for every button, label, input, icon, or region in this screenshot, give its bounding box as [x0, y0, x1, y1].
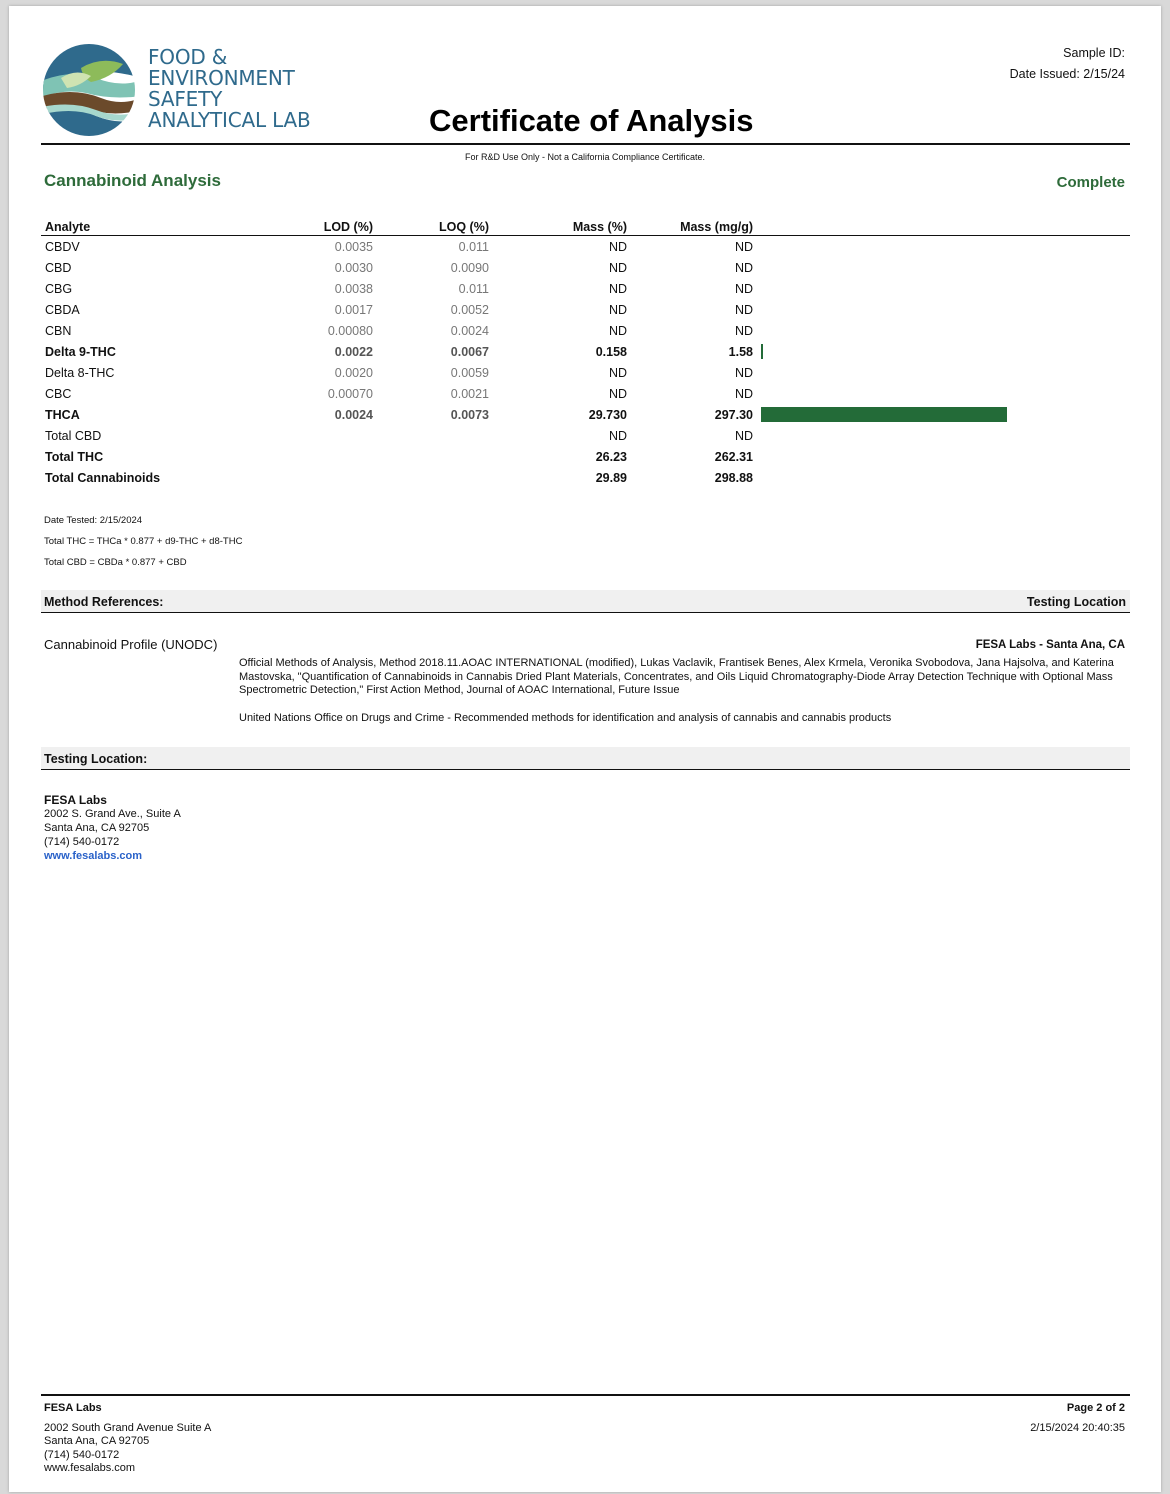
lod-cell: [249, 446, 377, 467]
footer-city: Santa Ana, CA 92705: [44, 1435, 150, 1447]
analyte-cell: Delta 9-THC: [45, 344, 116, 359]
mass-percent-cell: ND: [608, 260, 627, 275]
table-row: [41, 467, 1130, 488]
mass-percent-cell: 29.730: [588, 407, 627, 422]
testing-location-heading: Testing Location:: [44, 752, 148, 766]
mass-percent-cell: ND: [608, 281, 627, 296]
mass-bar-cell: [757, 278, 1130, 299]
logo-line: ENVIRONMENT: [148, 66, 295, 90]
footer-address: [44, 1402, 211, 1476]
loq-cell: 0.0059: [450, 365, 489, 380]
loq-cell: 0.0024: [450, 323, 489, 338]
mass-mg-cell: ND: [734, 323, 753, 338]
header-divider: [41, 143, 1130, 145]
mass-bar-cell: [757, 320, 1130, 341]
mass-percent-cell: ND: [608, 386, 627, 401]
lod-cell: 0.0038: [334, 281, 373, 296]
method-location: FESA Labs - Santa Ana, CA: [975, 639, 1125, 651]
mass-bar-cell: [757, 467, 1130, 488]
loq-cell: [377, 446, 493, 467]
phone: (714) 540-0172: [44, 836, 120, 848]
method-reference-aoac: Official Methods of Analysis, Method 2018.11.AOAC INTERNATIONAL (modified), Lukas Vaclavik, Frantisek Benes, Alex Krmela, Veronika Svobodova, Jana Hajsolva, and Katerina Mastovska, "Quantification of Cannabinoids in Cannabis Dried Plant Materials, Concentrates, and Oils Liquid Chromatography-Diode Array Detection Technique with Optional Mass Spectrometric Detection," First Action Method, Journal of AOAC International, Future Issue: [239, 657, 1114, 696]
footer-meta: [1030, 1402, 1125, 1435]
method-reference-unodc: United Nations Office on Drugs and Crime - Recommended methods for identification and analysis of cannabis and cannabis products: [239, 712, 892, 724]
street: 2002 S. Grand Ave., Suite A: [44, 808, 181, 820]
mass-bar-cell: [757, 299, 1130, 320]
footer-lab-name: FESA Labs: [44, 1402, 102, 1414]
mass-bar-cell: [757, 362, 1130, 383]
mass-mg-cell: 297.30: [714, 407, 753, 422]
lod-cell: [249, 467, 377, 488]
mass-bar: [761, 407, 1007, 422]
column-header: Mass (mg/g): [631, 216, 757, 236]
date-tested-note: Date Tested: 2/15/2024: [44, 515, 143, 526]
lod-cell: 0.0017: [334, 302, 373, 317]
lod-cell: 0.0020: [334, 365, 373, 380]
mass-bar-cell: [757, 257, 1130, 278]
sample-id-label: Sample ID:: [1063, 46, 1125, 60]
table-row: [41, 320, 1130, 341]
table-row: [41, 278, 1130, 299]
analyte-cell: CBC: [45, 386, 72, 401]
table-row: [41, 362, 1130, 383]
loq-cell: 0.0052: [450, 302, 489, 317]
testing-location-label: Testing Location: [1026, 595, 1126, 609]
date-issued: Date Issued: 2/15/24: [1009, 67, 1125, 81]
analyte-cell: CBDA: [45, 302, 80, 317]
mass-bar-cell: [757, 341, 1130, 362]
mass-bar-cell: [757, 425, 1130, 446]
loq-cell: [377, 467, 493, 488]
table-row: [41, 299, 1130, 320]
analyte-cell: CBD: [45, 260, 72, 275]
column-header: Analyte: [41, 216, 249, 236]
method-name: Cannabinoid Profile (UNODC): [44, 637, 218, 652]
method-references-label: Method References:: [44, 595, 164, 609]
mass-mg-cell: 262.31: [714, 449, 753, 464]
section-title: Cannabinoid Analysis: [44, 171, 221, 190]
loq-cell: 0.0090: [450, 260, 489, 275]
city: Santa Ana, CA 92705: [44, 822, 150, 834]
mass-mg-cell: ND: [734, 281, 753, 296]
footer-phone: (714) 540-0172: [44, 1448, 120, 1461]
column-header: Mass (%): [493, 216, 631, 236]
mass-mg-cell: ND: [734, 260, 753, 275]
sample-info: [1010, 43, 1125, 85]
lod-cell: 0.0024: [334, 407, 373, 422]
mass-bar-cell: [757, 383, 1130, 404]
table-header-row: [41, 216, 1130, 236]
page-number: Page 2 of 2: [1066, 1402, 1125, 1414]
mass-percent-cell: ND: [608, 239, 627, 254]
logo-line: FOOD &: [148, 45, 228, 69]
website-link[interactable]: www.fesalabs.com: [44, 850, 143, 862]
footer-divider: [41, 1394, 1130, 1396]
lab-logo-icon: [41, 38, 141, 138]
lod-cell: 0.00070: [327, 386, 373, 401]
status-badge: Complete: [1056, 174, 1125, 191]
page-title: Certificate of Analysis: [429, 103, 754, 138]
mass-mg-cell: ND: [734, 386, 753, 401]
table-row: [41, 383, 1130, 404]
footer-website: www.fesalabs.com: [44, 1462, 136, 1474]
loq-cell: [377, 425, 493, 446]
table-row: [41, 341, 1130, 362]
mass-percent-cell: ND: [608, 428, 627, 443]
mass-mg-cell: 298.88: [714, 470, 753, 485]
testing-location-address: [44, 793, 181, 863]
lod-cell: [249, 425, 377, 446]
lab-name-logo: [148, 47, 311, 131]
loq-cell: 0.0067: [450, 344, 489, 359]
mass-mg-cell: ND: [734, 428, 753, 443]
footer-street: 2002 South Grand Avenue Suite A: [44, 1421, 212, 1434]
print-timestamp: 2/15/2024 20:40:35: [1030, 1421, 1125, 1434]
lod-cell: 0.00080: [327, 323, 373, 338]
mass-mg-cell: ND: [734, 302, 753, 317]
mass-mg-cell: ND: [734, 365, 753, 380]
mass-percent-cell: ND: [608, 302, 627, 317]
total-cbd-formula: Total CBD = CBDa * 0.877 + CBD: [44, 557, 187, 568]
lod-cell: 0.0035: [334, 239, 373, 254]
column-header: LOD (%): [249, 216, 377, 236]
mass-bar-cell: [757, 446, 1130, 467]
table-row: [41, 236, 1130, 258]
column-header-bar: [757, 216, 1130, 236]
table-row: [41, 446, 1130, 467]
mass-percent-cell: 0.158: [595, 344, 627, 359]
logo-line: ANALYTICAL LAB: [148, 108, 311, 132]
table-row: [41, 257, 1130, 278]
loq-cell: 0.0021: [450, 386, 489, 401]
loq-cell: 0.0073: [450, 407, 489, 422]
analyte-cell: THCA: [45, 407, 80, 422]
loq-cell: 0.011: [458, 239, 489, 254]
analyte-cell: Total CBD: [45, 428, 102, 443]
mass-bar: [761, 344, 763, 359]
cannabinoid-table: [41, 216, 1130, 488]
mass-percent-cell: ND: [608, 323, 627, 338]
mass-mg-cell: 1.58: [728, 344, 753, 359]
total-thc-formula: Total THC = THCa * 0.877 + d9-THC + d8-THC: [44, 536, 243, 547]
lod-cell: 0.0030: [334, 260, 373, 275]
analyte-cell: Delta 8-THC: [45, 365, 115, 380]
lod-cell: 0.0022: [334, 344, 373, 359]
mass-mg-cell: ND: [734, 239, 753, 254]
lab-name: FESA Labs: [44, 793, 107, 807]
mass-bar-cell: [757, 404, 1130, 425]
method-references-header: [41, 590, 1130, 613]
analyte-cell: Total THC: [45, 449, 104, 464]
analyte-cell: CBG: [45, 281, 73, 296]
logo-line: SAFETY: [148, 87, 223, 111]
mass-bar-cell: [757, 236, 1130, 258]
mass-percent-cell: 29.89: [595, 470, 627, 485]
mass-percent-cell: 26.23: [595, 449, 627, 464]
document-page: [9, 6, 1161, 1492]
disclaimer: For R&D Use Only - Not a California Compliance Certificate.: [464, 152, 706, 162]
table-row: [41, 404, 1130, 425]
mass-percent-cell: ND: [608, 365, 627, 380]
analyte-cell: CBDV: [45, 239, 80, 254]
testing-location-header: [41, 747, 1130, 770]
loq-cell: 0.011: [458, 281, 489, 296]
analyte-cell: CBN: [45, 323, 72, 338]
analyte-cell: Total Cannabinoids: [45, 470, 161, 485]
column-header: LOQ (%): [377, 216, 493, 236]
table-row: [41, 425, 1130, 446]
